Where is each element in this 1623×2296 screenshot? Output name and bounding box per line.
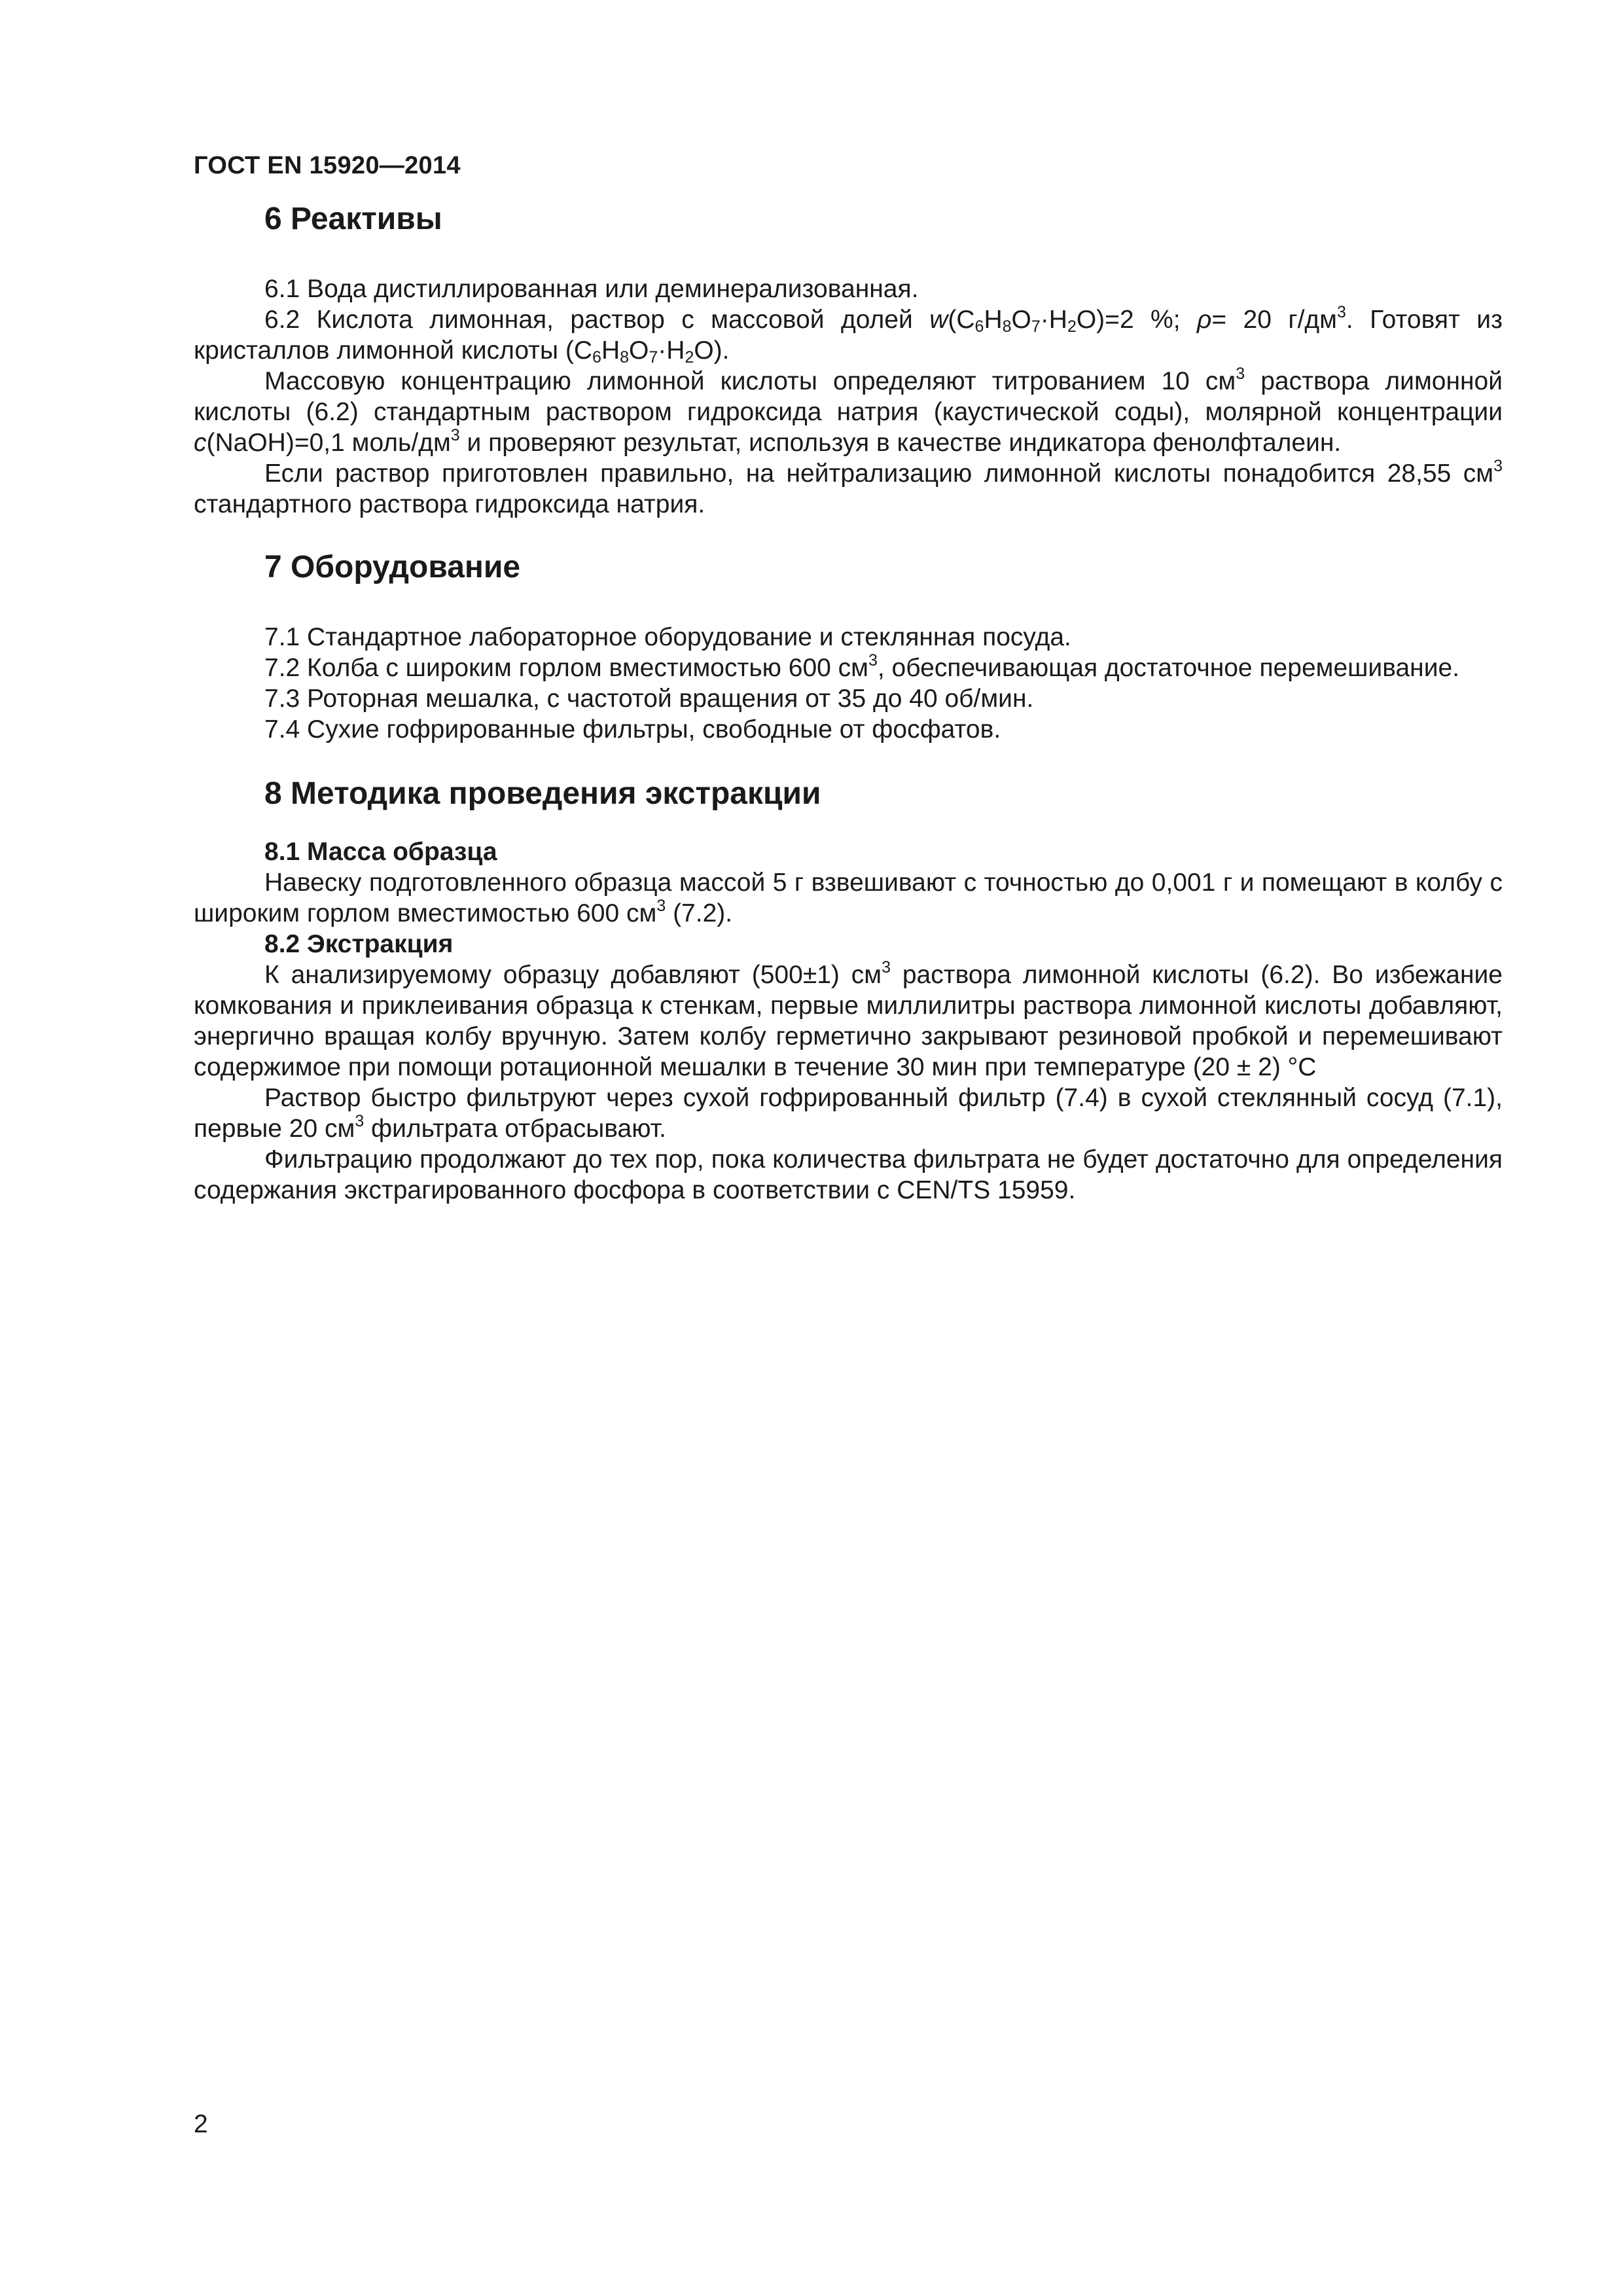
paragraph-8-2-continue: Фильтрацию продолжают до тех пор, пока количества фильтрата не будет достаточно для определения содержания экстрагированного фосфора в соответствии с CEN/TS 15959. [194, 1145, 1503, 1204]
subsection-8-1-title: 8.1 Масса образца [264, 838, 497, 866]
paragraph-6-titration: Массовую концентрацию лимонной кислоты определяют титрованием 10 $см^3$ раствора лимонной кислоты (6.2) стандартным раствором гидроксида натрия (каустической соды), молярной концентрации c(NaOH)=0,1 моль/$дм^3$ и проверяют результат, используя в качестве индикатора фенолфталеин. [194, 365, 1503, 457]
paragraph-8-1: Навеску подготовленного образца массой 5 г взвешивают с точностью до 0,001 г и помещают в колбу с широким горлом вместимостью 600 $см^3$ (7.2). [194, 869, 1503, 927]
paragraph-6-neutralization: Если раствор приготовлен правильно, на нейтрализацию лимонной кислоты понадобится 28,55 $см^3$ стандартного раствора гидроксида натрия. [194, 457, 1503, 518]
page-number: 2 [194, 2110, 208, 2138]
standard-header: ГОСТ EN 15920—2014 [194, 152, 461, 179]
paragraph-8-2: К анализируемому образцу добавляют (500±1) $см^3$ раствора лимонной кислоты (6.2). Во избежание комкования и приклеивания образца к стенкам, первые миллилитры раствора лимонной кислоты добавляют, энергично вращая колбу вручную. Затем колбу герметично закрывают резиновой пробкой и перемешивают содержимое при помощи ротационной мешалки в течение 30 мин при температуре (20 ± 2) °C [194, 958, 1503, 1081]
document-body [194, 196, 1503, 1206]
section-6-title: 6 Реактивы [264, 202, 442, 236]
paragraph-8-2-filtration: Раствор быстро фильтруют через сухой гофрированный фильтр (7.4) в сухой стеклянный сосуд (7.1), первые 20 $см^3$ фильтрата отбрасывают. [194, 1084, 1503, 1143]
paragraph-7-3: 7.3 Роторная мешалка, с частотой вращения от 35 до 40 об/мин. [264, 685, 1034, 713]
paragraph-6-1: 6.1 Вода дистиллированная или деминерализованная. [264, 275, 919, 303]
paragraph-7-2: 7.2 Колба с широким горлом вместимостью 600 $см^3$, обеспечивающая достаточное перемешивание. [264, 651, 1460, 682]
paragraph-7-1: 7.1 Стандартное лабораторное оборудование и стеклянная посуда. [264, 623, 1071, 651]
paragraph-7-4: 7.4 Сухие гофрированные фильтры, свободные от фосфатов. [264, 715, 1001, 744]
paragraph-6-2: 6.2 Кислота лимонная, раствор с массовой долей $w(C_6H_8O_7\cdot H_2O)=2$ %; ρ= 20 $г/дм^3$. Готовят из кристаллов лимонной кислоты $(C_6H_8O_7\cdot H_2O)$. [194, 303, 1503, 367]
section-8-title: 8 Методика проведения экстракции [264, 776, 821, 811]
subsection-8-2-title: 8.2 Экстракция [264, 930, 454, 958]
section-7-title: 7 Оборудование [264, 550, 521, 584]
